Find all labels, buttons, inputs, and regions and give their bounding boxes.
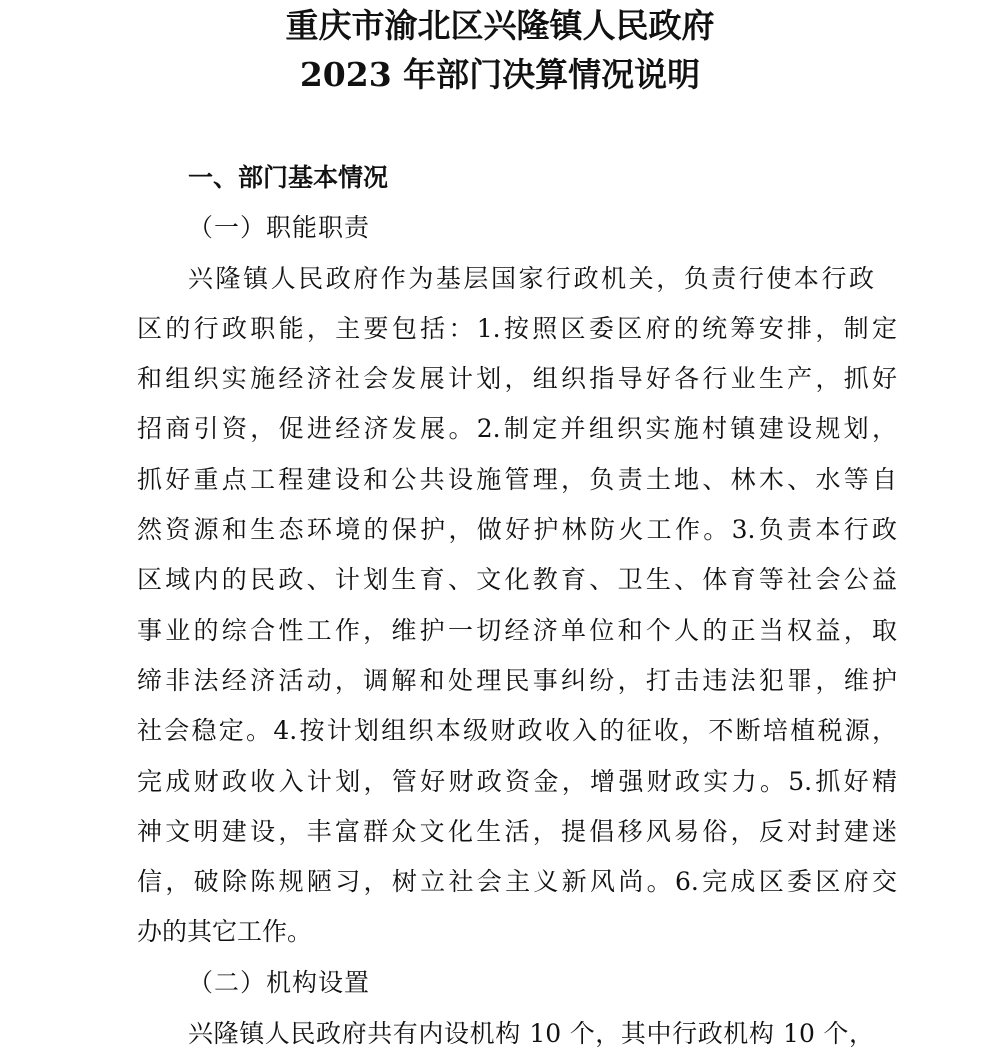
document-title-line2: 2023 年部门决算情况说明 bbox=[299, 55, 701, 94]
paragraph-line: 兴隆镇人民政府共有内设机构 10 个，其中行政机构 10 个， bbox=[188, 1019, 874, 1048]
paragraph-line: 区域内的民政、计划生育、文化教育、卫生、体育等社会公益 bbox=[137, 565, 897, 594]
paragraph-line: 和组织实施经济社会发展计划，组织指导好各行业生产，抓好 bbox=[137, 364, 897, 393]
paragraph-line: 招商引资，促进经济发展。2.制定并组织实施村镇建设规划， bbox=[137, 414, 897, 443]
subsection-heading-organization: （二）机构设置 bbox=[188, 968, 371, 997]
paragraph-line: 然资源和生态环境的保护，做好护林防火工作。3.负责本行政 bbox=[137, 515, 897, 544]
document-title-line1: 重庆市渝北区兴隆镇人民政府 bbox=[285, 6, 715, 45]
paragraph-line: 办的其它工作。 bbox=[137, 917, 313, 946]
paragraph-line: 区的行政职能，主要包括：1.按照区委区府的统筹安排，制定 bbox=[137, 314, 897, 343]
subsection-heading-functions: （一）职能职责 bbox=[188, 213, 371, 242]
paragraph-line: 完成财政收入计划，管好财政资金，增强财政实力。5.抓好精 bbox=[137, 767, 897, 796]
paragraph-line: 事业的综合性工作，维护一切经济单位和个人的正当权益，取 bbox=[137, 616, 897, 645]
paragraph-line: 缔非法经济活动，调解和处理民事纠纷，打击违法犯罪，维护 bbox=[137, 666, 897, 695]
paragraph-line: 社会稳定。4.按计划组织本级财政收入的征收，不断培植税源， bbox=[137, 716, 897, 745]
paragraph-line: 抓好重点工程建设和公共设施管理，负责土地、林木、水等自 bbox=[137, 465, 897, 494]
paragraph-line: 神文明建设，丰富群众文化生活，提倡移风易俗，反对封建迷 bbox=[137, 817, 897, 846]
paragraph-line: 兴隆镇人民政府作为基层国家行政机关，负责行使本行政 bbox=[188, 264, 874, 293]
paragraph-line: 信，破除陈规陋习，树立社会主义新风尚。6.完成区委区府交 bbox=[137, 867, 897, 896]
section-heading-basic-info: 一、部门基本情况 bbox=[188, 163, 389, 192]
